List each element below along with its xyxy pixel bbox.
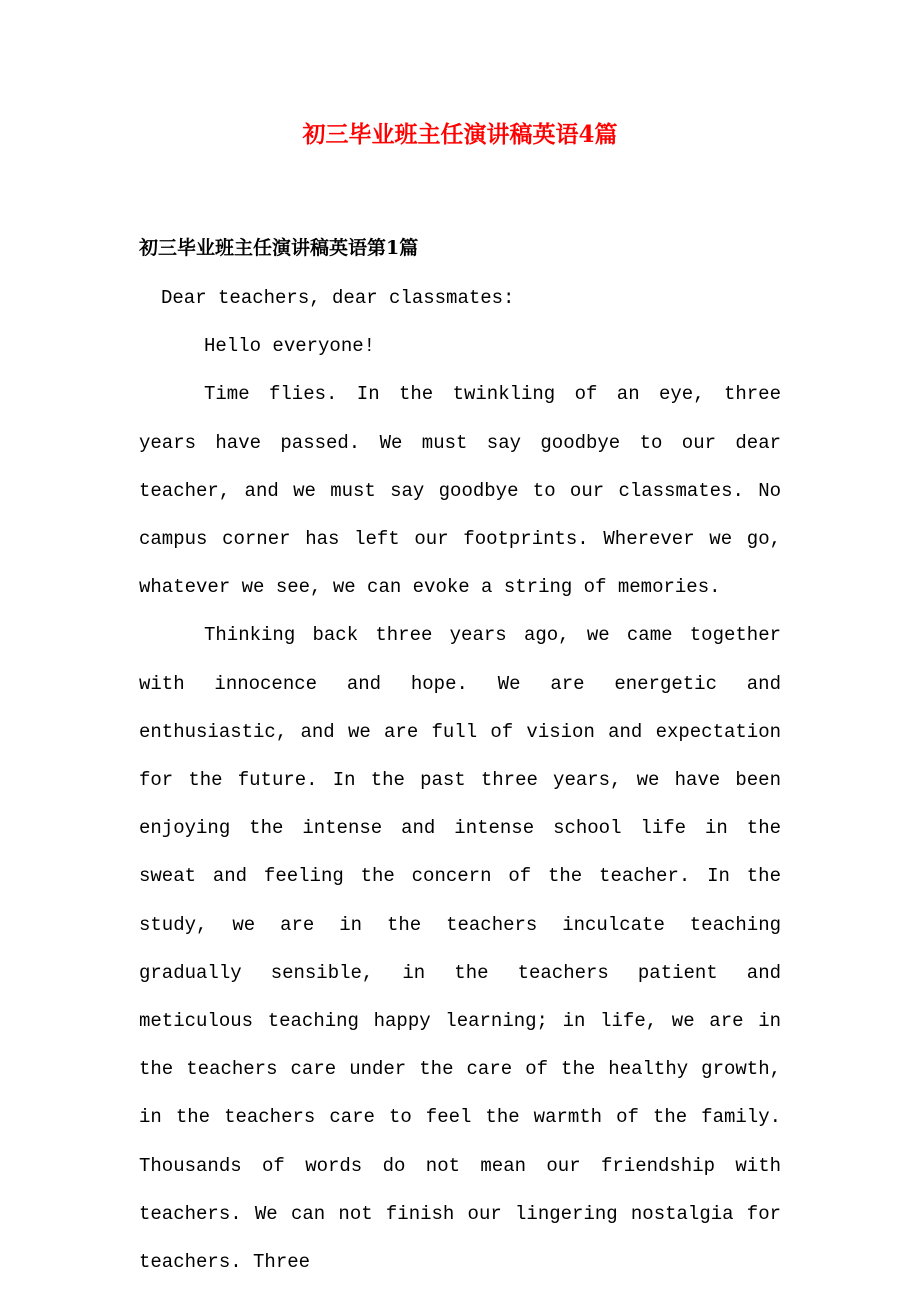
salutation: Dear teachers, dear classmates:	[161, 287, 515, 309]
body-paragraph-2: Thinking back three years ago, we came together with innocence and hope. We are energetic and enthusiastic, and we are full of vision and expectation for the future. In the past three years, we have been enjoying the intense and intense school life in the sweat and feeling the concern of the teacher. In the study, we are in the teachers inculcate teaching gradually sensible, in the teachers patient and meticulous teaching happy learning; in life, we are in the teachers care under the care of the healthy growth, in the teachers care to feel the warmth of the family. Thousands of words do not mean our friendship with teachers. We can not finish our lingering nostalgia for teachers. Three	[139, 624, 781, 1274]
body-paragraph-1: Time flies. In the twinkling of an eye, three years have passed. We must say goodbye to our dear teacher, and we must say goodbye to our classmates. No campus corner has left our footprints. Wherever we go, whatever we see, we can evoke a string of memories.	[139, 383, 781, 599]
document-body	[139, 274, 781, 1286]
document-title: 初三毕业班主任演讲稿英语4篇	[302, 121, 618, 148]
greeting: Hello everyone!	[204, 335, 376, 358]
section-heading: 初三毕业班主任演讲稿英语第1篇	[139, 237, 419, 259]
